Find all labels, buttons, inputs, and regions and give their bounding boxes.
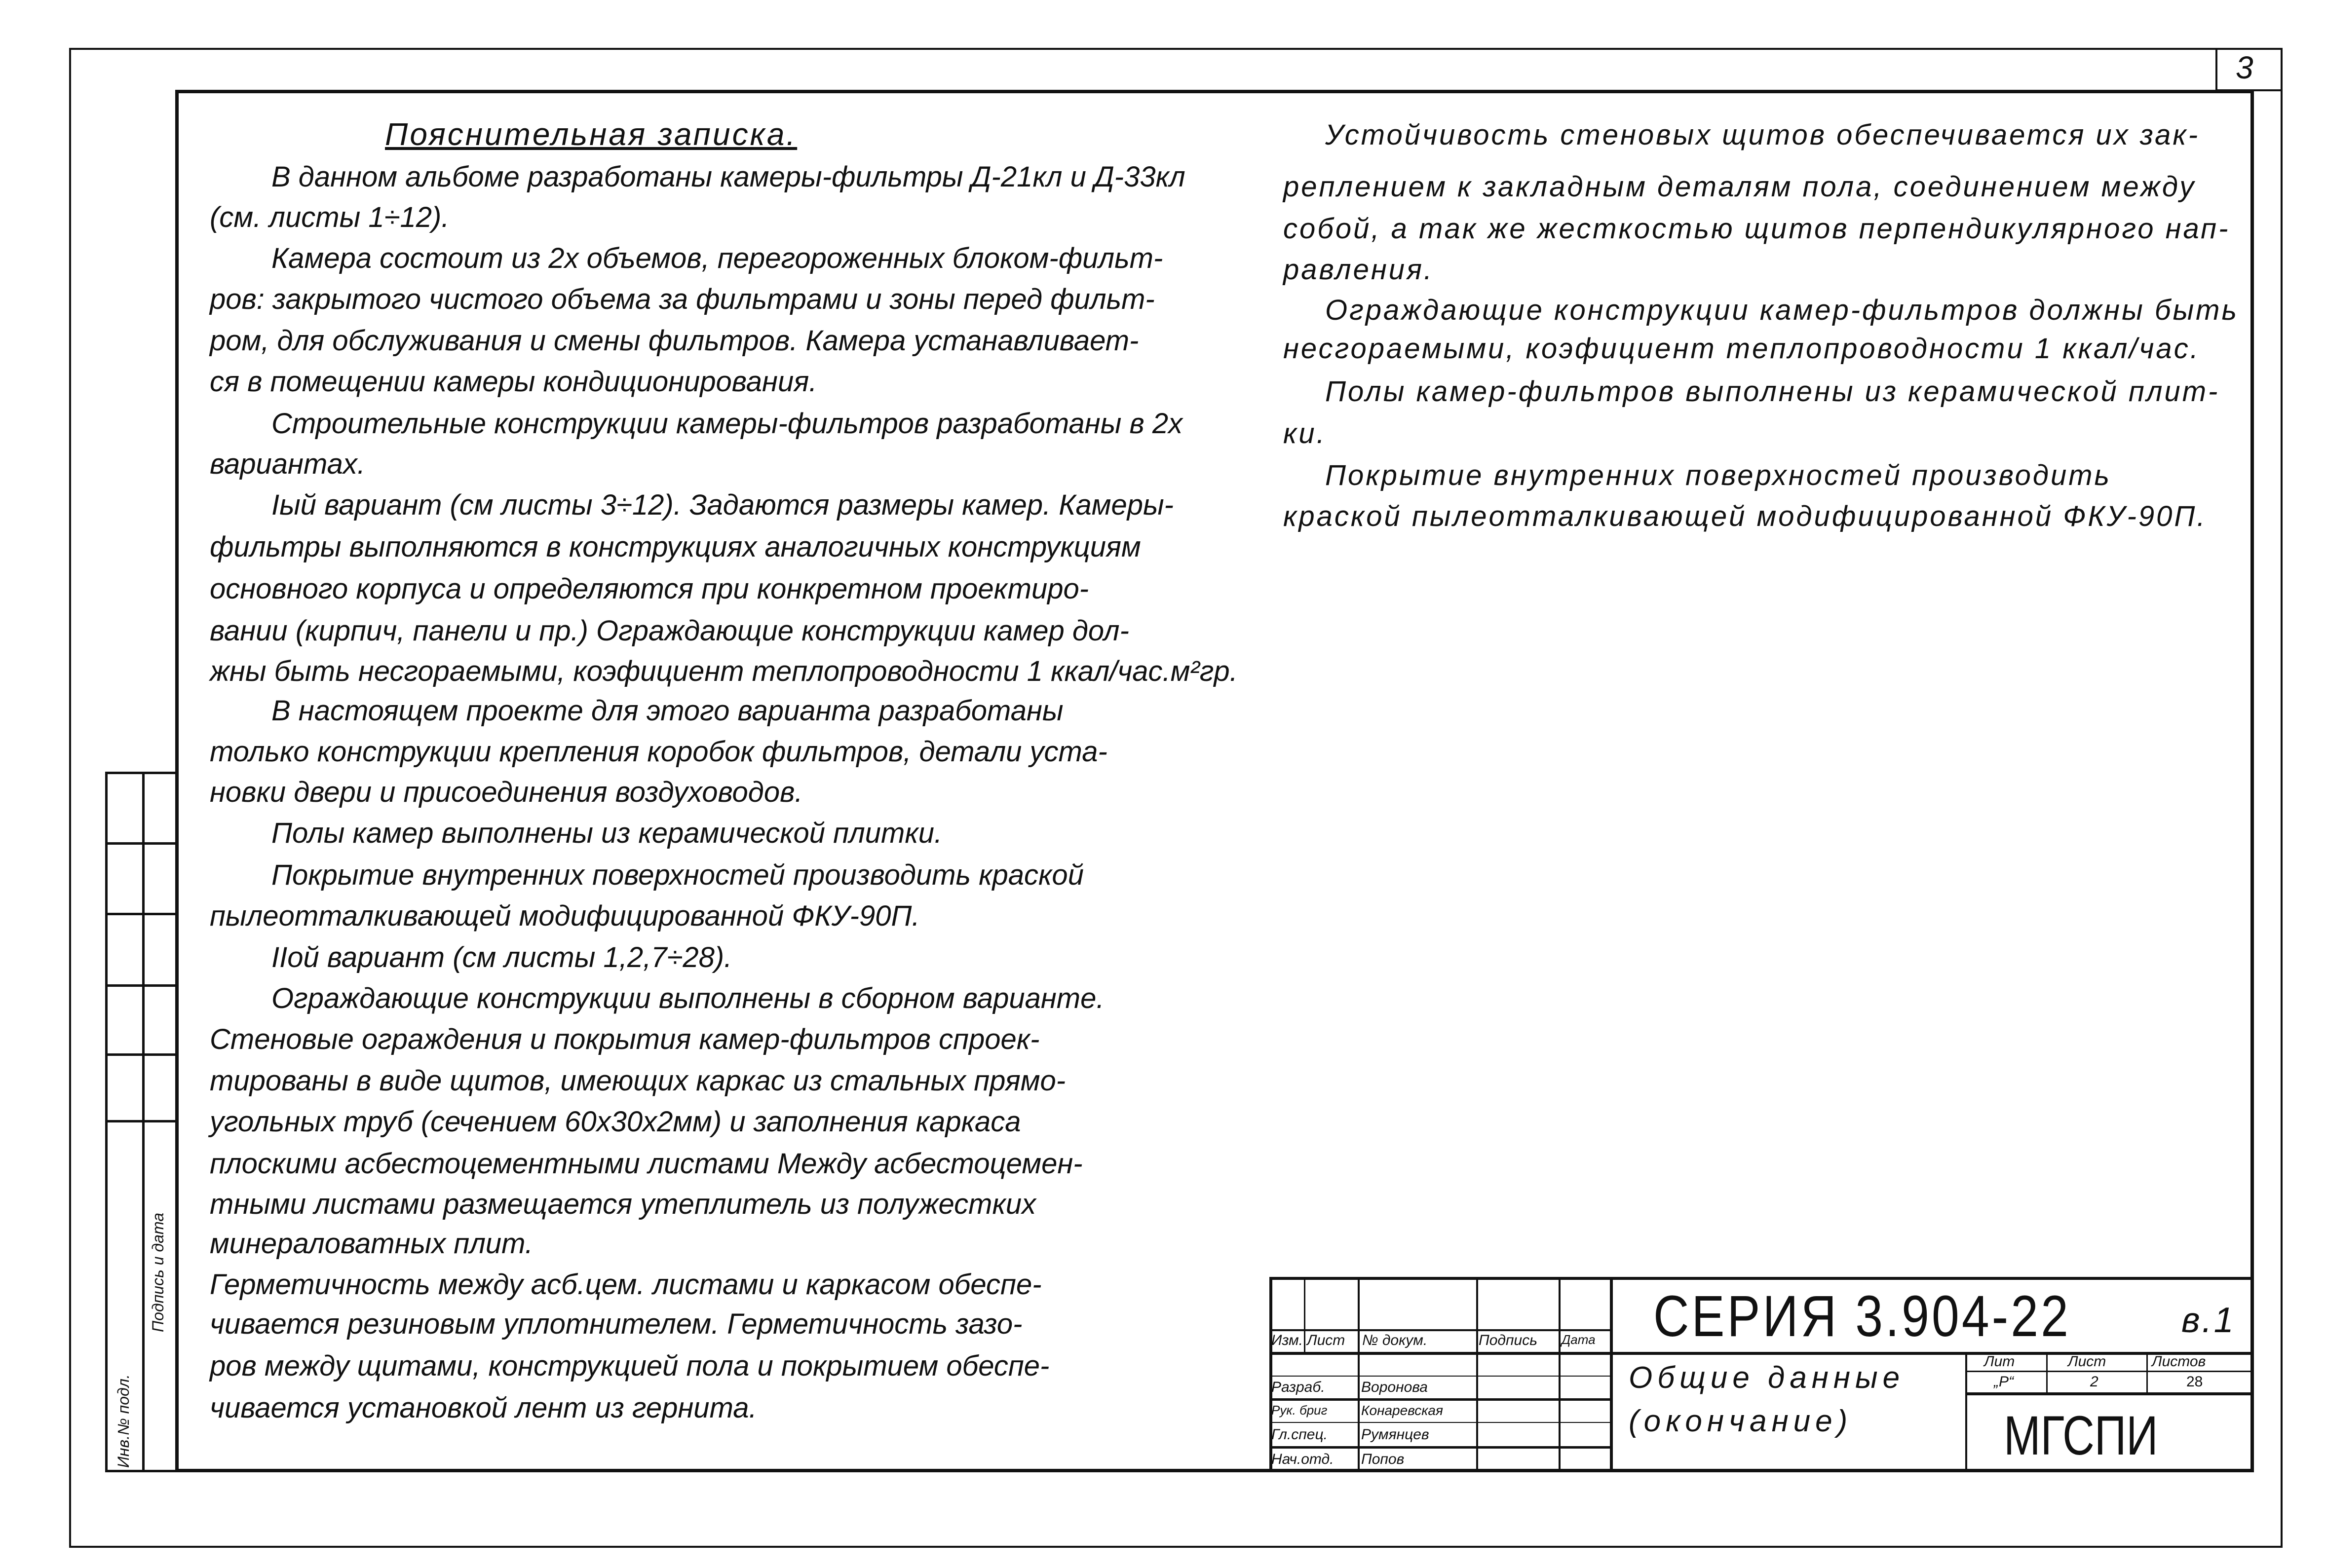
text-line: плоскими асбестоцементными листами Между асбестоцемен-	[210, 1148, 1083, 1180]
role: Нач.отд.	[1271, 1451, 1334, 1467]
text-line: ров между щитами, конструкцией пола и покрытием обеспе-	[210, 1350, 1050, 1382]
text-line: реплением к закладным деталям пола, соединением между	[1283, 171, 2196, 203]
text-line: В данном альбоме разработаны камеры-фильтры Д-21кл и Д-33кл	[271, 161, 1185, 193]
header-date: Дата	[1562, 1332, 1596, 1347]
volume-label: в.1	[2181, 1301, 2236, 1340]
text-line: чивается установкой лент из гернита.	[210, 1392, 757, 1424]
text-line: Герметичность между асб.цем. листами и каркасом обеспе-	[210, 1269, 1042, 1301]
stamp-inv-label: Инв.№ подл.	[114, 1374, 132, 1468]
person-name: Попов	[1361, 1451, 1405, 1467]
text-line: Устойчивость стеновых щитов обеспечивается их зак-	[1325, 119, 2200, 151]
text-line: Ограждающие конструкции выполнены в сборном варианте.	[271, 982, 1105, 1014]
header-list: Лист	[1307, 1332, 1345, 1348]
organization: МГСПИ	[2004, 1405, 2158, 1466]
text-line: только конструкции крепления коробок фильтров, детали уста-	[210, 736, 1107, 768]
text-line: Строительные конструкции камеры-фильтров разработаны в 2х	[271, 408, 1183, 440]
text-line: равления.	[1283, 254, 1434, 286]
header-doc: № докум.	[1362, 1332, 1428, 1348]
text-line: вариантах.	[210, 448, 365, 480]
sheet-value: 2	[2090, 1374, 2098, 1390]
text-line: новки двери и присоединения воздуховодов.	[210, 776, 803, 808]
lit-value: „Р“	[1994, 1374, 2014, 1390]
text-line: тными листами размещается утеплитель из полужестких	[210, 1188, 1036, 1220]
text-line: тированы в виде щитов, имеющих каркас из стальных прямо-	[210, 1065, 1066, 1097]
text-line: Полы камер-фильтров выполнены из керамической плит-	[1325, 375, 2220, 408]
text-line: Полы камер выполнены из керамической плитки.	[271, 817, 943, 849]
text-line: несгораемыми, коэфициент теплопроводности 1 ккал/час.	[1283, 333, 2200, 365]
text-line: (см. листы 1÷12).	[210, 201, 450, 233]
text-line: угольных труб (сечением 60х30х2мм) и заполнения каркаса	[210, 1106, 1021, 1138]
text-line: ром, для обслуживания и смены фильтров. Камера устанавливает-	[210, 325, 1139, 357]
text-line: жны быть несгораемыми, коэфициент теплопроводности 1 ккал/час.м²гр.	[210, 655, 1238, 687]
text-line: краской пылеотталкивающей модифицированной ФКУ-90П.	[1283, 500, 2207, 532]
sheets-label: Листов	[2152, 1353, 2206, 1370]
text-line: В настоящем проекте для этого варианта разработаны	[271, 695, 1064, 727]
lit-label: Лит	[1984, 1353, 2015, 1370]
role: Разраб.	[1271, 1379, 1325, 1395]
text-line: чивается резиновым уплотнителем. Герметичность зазо-	[210, 1308, 1023, 1340]
doc-title-line1: Общие данные	[1629, 1361, 1905, 1395]
text-line: Стеновые ограждения и покрытия камер-фильтров спроек-	[210, 1023, 1040, 1055]
text-line: Покрытие внутренних поверхностей производить краской	[271, 859, 1084, 891]
page-number: 3	[2236, 50, 2255, 85]
text-line: минераловатных плит.	[210, 1228, 533, 1260]
text-line: ки.	[1283, 417, 1327, 449]
text-line: Камера состоит из 2х объемов, перегороженных блоком-фильт-	[271, 242, 1163, 274]
text-line: фильтры выполняются в конструкциях аналогичных конструкциям	[210, 531, 1141, 563]
text-line: Iый вариант (см листы 3÷12). Задаются размеры камер. Камеры-	[271, 489, 1174, 521]
sheet-label: Лист	[2068, 1353, 2106, 1370]
header-sign: Подпись	[1479, 1332, 1537, 1348]
series-label: СЕРИЯ 3.904-22	[1653, 1284, 2071, 1349]
stamp-sign-label: Подпись и дата	[149, 1212, 167, 1332]
text-line: ся в помещении камеры кондиционирования.	[210, 366, 817, 398]
text-line: вании (кирпич, панели и пр.) Ограждающие конструкции камер дол-	[210, 615, 1129, 647]
text-line: ров: закрытого чистого объема за фильтрами и зоны перед фильт-	[210, 283, 1155, 315]
role: Гл.спец.	[1271, 1426, 1328, 1443]
sheets-value: 28	[2186, 1374, 2203, 1390]
text-line: пылеотталкивающей модифицированной ФКУ-90П.	[210, 900, 920, 932]
doc-title-line2: (окончание)	[1629, 1404, 1853, 1438]
note-title: Пояснительная записка.	[385, 116, 798, 152]
text-line: Покрытие внутренних поверхностей производить	[1325, 459, 2112, 491]
text-line: собой, а так же жесткостью щитов перпендикулярного нап-	[1283, 213, 2230, 245]
text-line: основного корпуса и определяются при конкретном проектиро-	[210, 573, 1089, 605]
person-name: Конаревская	[1361, 1403, 1443, 1418]
person-name: Румянцев	[1361, 1426, 1429, 1443]
role: Рук. бриг	[1271, 1403, 1328, 1418]
text-line: Ограждающие конструкции камер-фильтров должны быть	[1325, 294, 2239, 326]
person-name: Воронова	[1361, 1379, 1428, 1395]
header-izm: Изм.	[1271, 1332, 1303, 1348]
text-line: IIой вариант (см листы 1,2,7÷28).	[271, 941, 732, 973]
